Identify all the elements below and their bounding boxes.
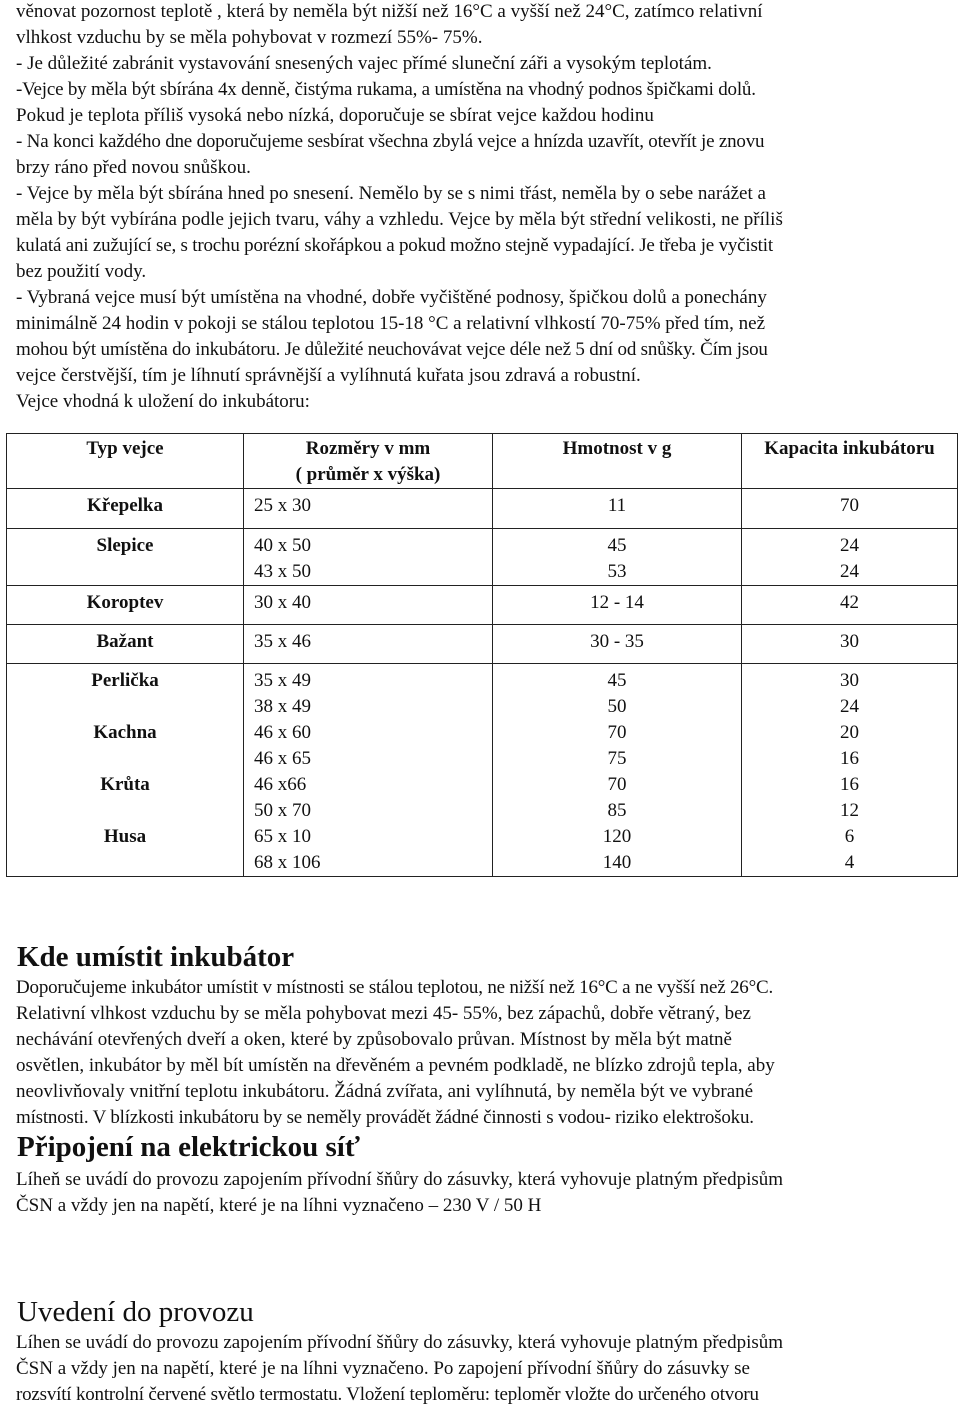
cell-value: 53 xyxy=(607,561,627,582)
section-heading-location: Kde umístit inkubátor xyxy=(17,941,295,973)
section-heading-start: Uvedení do provozu xyxy=(17,1296,254,1328)
cell-type-group xyxy=(7,664,244,877)
cell-weight xyxy=(493,529,742,586)
cell-value: 42 xyxy=(840,592,859,613)
text-line: nechávání otevřených dveří a oken, které by způsobovalo průvan. Místnost by měla být matně xyxy=(16,1029,732,1050)
cell-type: Křepelka xyxy=(7,489,244,529)
text-line: - Vybraná vejce musí být umístěna na vhodné, dobře vyčištěné podnosy, špičkou dolů a ponechány xyxy=(16,287,767,308)
cell-value: 85 xyxy=(607,800,627,821)
cell-value: 24 xyxy=(840,535,859,556)
cell-value: 43 x 50 xyxy=(254,561,311,582)
egg-table xyxy=(6,433,958,877)
cell-value: 75 xyxy=(607,748,627,769)
header-line: ( průměr x výška) xyxy=(295,464,441,485)
text-line: brzy ráno před novou snůškou. xyxy=(16,157,251,178)
cell-type: Perlička xyxy=(91,670,159,691)
section-heading-power: Připojení na elektrickou síť xyxy=(17,1131,360,1163)
cell-dims xyxy=(244,586,493,625)
cell-value: 70 xyxy=(840,495,859,516)
text-line: věnovat pozornost teplotě , která by neměla být nižší než 16°C a vyšší než 24°C, zatímco relativní xyxy=(16,1,763,22)
header-cell: Typ vejce xyxy=(7,434,244,489)
text-line: neovlivňovaly vnitřní teplotu inkubátoru. Žádná zvířata, ani vylíhnutá, by neměla být ve vybrané xyxy=(16,1081,754,1102)
table-row xyxy=(7,529,958,586)
text-line: ČSN a vždy jen na napětí, které je na líhni vyznačeno. Po zapojení přívodní šňůry do zásuvky se xyxy=(16,1358,750,1379)
cell-value: 6 xyxy=(844,826,855,847)
cell-value: 35 x 46 xyxy=(254,631,311,652)
text-line: mohou být umístěna do inkubátoru. Je důležité neuchovávat vejce déle než 5 dní od snůšky. Čím jsou xyxy=(16,339,768,360)
cell-value: 46 x66 xyxy=(254,774,307,795)
cell-value: 40 x 50 xyxy=(254,535,311,556)
table-row xyxy=(7,664,958,877)
cell-value: 68 x 106 xyxy=(254,852,321,873)
cell-value: 140 xyxy=(602,852,632,873)
cell-type: Husa xyxy=(103,826,147,847)
cell-value: 46 x 65 xyxy=(254,748,311,769)
cell-value: 30 xyxy=(840,670,859,691)
cell-value: 24 xyxy=(840,696,859,717)
cell-value: 35 x 49 xyxy=(254,670,311,691)
text-line: osvětlen, inkubátor by měl bít umístěn na dřevěném a pevném podkladě, ne blízko zdrojů tepla, aby xyxy=(16,1055,775,1076)
cell-value: 50 xyxy=(607,696,627,717)
cell-value: 16 xyxy=(840,774,859,795)
text-line: Doporučujeme inkubátor umístit v místnosti se stálou teplotou, ne nižší než 16°C a ne vyšší než 26°C. xyxy=(16,977,774,998)
cell-type: Krůta xyxy=(100,774,150,795)
intro-text xyxy=(16,0,946,415)
cell-weight xyxy=(493,625,742,664)
cell-dims xyxy=(244,625,493,664)
cell-value: 46 x 60 xyxy=(254,722,311,743)
header-line: Rozměry v mm xyxy=(305,438,431,459)
cell-type: Slepice xyxy=(7,529,244,586)
table-row xyxy=(7,489,958,529)
header-cell xyxy=(244,434,493,489)
cell-value: 4 xyxy=(844,852,855,873)
text-line: vlhkost vzduchu by se měla pohybovat v rozmezí 55%- 75%. xyxy=(16,27,483,48)
cell-value: 70 xyxy=(607,722,627,743)
cell-weight xyxy=(493,586,742,625)
cell-type: Bažant xyxy=(7,625,244,664)
table-row xyxy=(7,625,958,664)
cell-weight-group xyxy=(493,664,742,877)
cell-value: 12 xyxy=(840,800,859,821)
cell-type: Koroptev xyxy=(7,586,244,625)
text-line: bez použití vody. xyxy=(16,261,147,282)
text-line: kulatá ani zužující se, s trochu porézní skořápkou a pokud možno stejně vypadající. Je třeba je vyčistit xyxy=(16,235,773,256)
table-row xyxy=(7,586,958,625)
cell-value: 50 x 70 xyxy=(254,800,311,821)
text-line: ČSN a vždy jen na napětí, které je na líhni vyznačeno – 230 V / 50 H xyxy=(16,1195,542,1216)
text-line: - Na konci každého dne doporučujeme sesbírat všechna zbylá vejce a hnízda uzavřít, otevřít je znovu xyxy=(16,131,765,152)
cell-value: 30 xyxy=(840,631,859,652)
cell-value: 20 xyxy=(840,722,859,743)
cell-value: 24 xyxy=(840,561,859,582)
table-header-row xyxy=(7,434,958,489)
cell-capacity xyxy=(742,489,958,529)
cell-dims xyxy=(244,529,493,586)
cell-value: 38 x 49 xyxy=(254,696,311,717)
text-line: Vejce vhodná k uložení do inkubátoru: xyxy=(16,391,310,412)
header-cell: Hmotnost v g xyxy=(493,434,742,489)
cell-value: 120 xyxy=(602,826,632,847)
cell-value: 16 xyxy=(840,748,859,769)
text-line: Pokud je teplota příliš vysoká nebo nízká, doporučuje se sbírat vejce každou hodinu xyxy=(16,105,654,126)
text-line: místnosti. V blízkosti inkubátoru by se neměly provádět žádné činnosti s vodou- riziko elektrošoku. xyxy=(16,1107,754,1128)
text-line: měla by být vybírána podle jejich tvaru, váhy a vzhledu. Vejce by měla být střední velikosti, ne příliš xyxy=(16,209,783,230)
text-line: rozsvítí kontrolní červené světlo termostatu. Vložení teploměru: teploměr vložte do určeného otvoru xyxy=(16,1384,759,1405)
cell-value: 45 xyxy=(607,535,627,556)
cell-value: 65 x 10 xyxy=(254,826,311,847)
cell-dims-group xyxy=(244,664,493,877)
cell-weight xyxy=(493,489,742,529)
section-text-location xyxy=(16,975,946,1131)
text-line: Relativní vlhkost vzduchu by se měla pohybovat mezi 45- 55%, bez zápachů, dobře větraný, bez xyxy=(16,1003,751,1024)
cell-value: 30 x 40 xyxy=(254,592,311,613)
text-line: - Je důležité zabránit vystavování snesených vajec přímé sluneční záři a vysokým teplotám. xyxy=(16,53,712,74)
cell-type: Kachna xyxy=(93,722,157,743)
text-line: -Vejce by měla být sbírána 4x denně, čistýma rukama, a umístěna na vhodný podnos špičkami dolů. xyxy=(16,79,756,100)
cell-value: 11 xyxy=(607,495,627,516)
cell-capacity-group xyxy=(742,664,958,877)
cell-capacity xyxy=(742,625,958,664)
text-line: vejce čerstvější, tím je líhnutí správnější a vylíhnutá kuřata jsou zdravá a robustní. xyxy=(16,365,641,386)
text-line: Líhen se uvádí do provozu zapojením přívodní šňůry do zásuvky, která vyhovuje platným předpisům xyxy=(16,1332,784,1353)
text-line: minimálně 24 hodin v pokoji se stálou teplotou 15-18 °C a relativní vlhkostí 70-75% před tím, než xyxy=(16,313,766,334)
cell-dims xyxy=(244,489,493,529)
cell-capacity xyxy=(742,529,958,586)
cell-value: 45 xyxy=(607,670,627,691)
section-text-start xyxy=(16,1330,946,1408)
cell-capacity xyxy=(742,586,958,625)
text-line: - Vejce by měla být sbírána hned po snesení. Nemělo by se s nimi třást, neměla by o sebe narážet a xyxy=(16,183,766,204)
text-line: Líheň se uvádí do provozu zapojením přívodní šňůry do zásuvky, která vyhovuje platným předpisům xyxy=(16,1169,784,1190)
cell-value: 12 - 14 xyxy=(590,592,644,613)
cell-value: 70 xyxy=(607,774,627,795)
section-text-power xyxy=(16,1167,946,1219)
header-cell: Kapacita inkubátoru xyxy=(742,434,958,489)
cell-value: 30 - 35 xyxy=(590,631,644,652)
cell-value: 25 x 30 xyxy=(254,495,311,516)
